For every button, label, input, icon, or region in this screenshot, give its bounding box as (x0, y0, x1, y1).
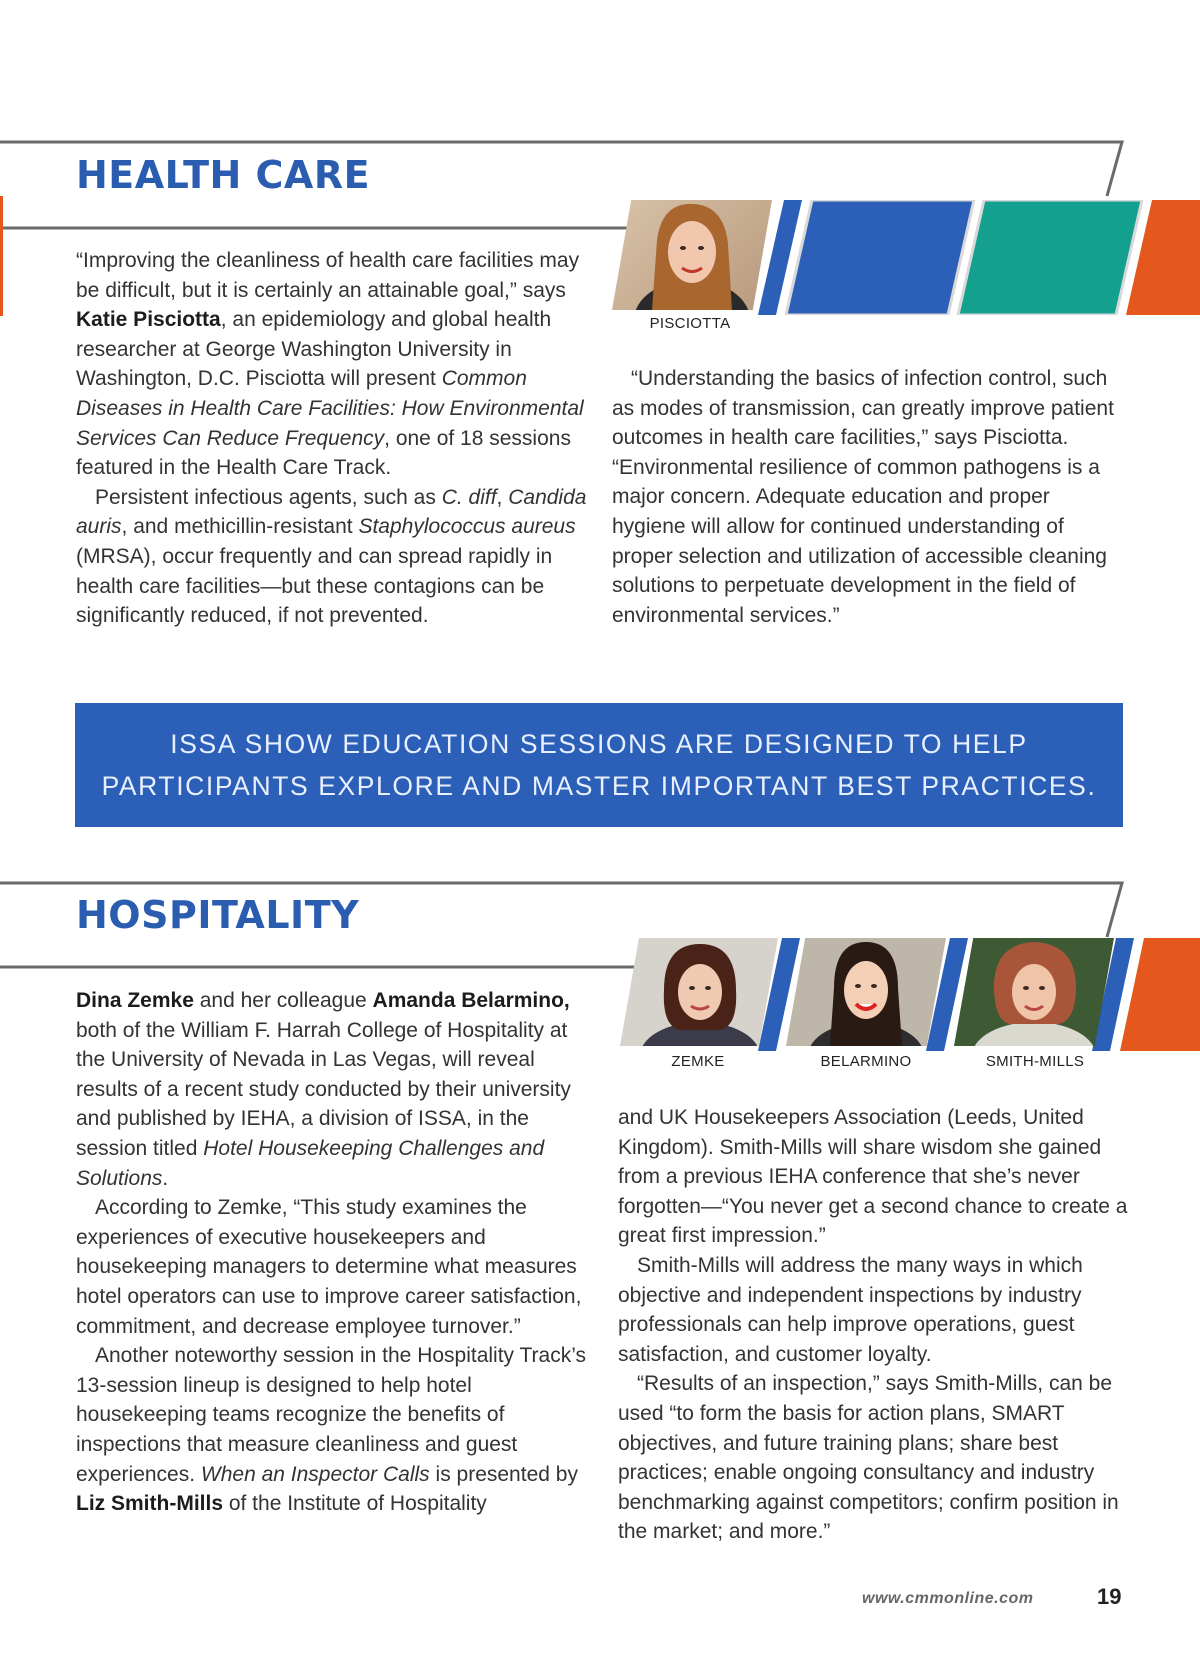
photo-smith-mills (954, 938, 1114, 1046)
text: “Improving the cleanliness of health care facilities may be difficult, but it is certainly an attainable goal,” says (76, 249, 580, 302)
session-title: When an Inspector Calls (200, 1462, 430, 1486)
footer-url: www.cmmonline.com (862, 1590, 1034, 1607)
person-name: Liz Smith-Mills (76, 1492, 223, 1516)
banner-line-2: PARTICIPANTS EXPLORE AND MASTER IMPORTANT BEST PRACTICES. (101, 771, 1097, 801)
section-title-health-care: HEALTH CARE (76, 153, 371, 197)
pathogen-name: Staphylococcus aureus (358, 515, 576, 539)
text: , one of 18 sessions featured in the Health Care Track. (76, 426, 571, 480)
photo-belarmino (786, 938, 946, 1046)
hospitality-right-paragraph-1: and UK Housekeepers Association (Leeds, United Kingdom). Smith-Mills will share wisdom she gained from a previous IEHA conference that she’s never forgotten—“You never get a second chance to create a great first impression.” (618, 1106, 1128, 1248)
health-care-paragraph-2 (76, 483, 588, 631)
text: of the Institute of Hospitality (223, 1492, 487, 1516)
text: , an epidemiology and global health researcher at George Washington University in Washington, D.C. Pisciotta will present (76, 308, 552, 391)
text: Persistent infectious agents, such as (95, 485, 442, 509)
hospitality-left-column (76, 986, 588, 1519)
hospitality-paragraph-1 (76, 986, 588, 1193)
caption-zemke: ZEMKE (671, 1053, 725, 1070)
caption-belarmino: BELARMINO (820, 1053, 912, 1070)
hospitality-right-paragraph-3: “Results of an inspection,” says Smith-Mills, can be used “to form the basis for action plans, SMART objectives, and future training plans; share best practices; enable ongoing consultancy and industry benchmarking against competitors; confirm position in the market; and more.” (618, 1372, 1119, 1544)
hospitality-paragraph-2: According to Zemke, “This study examines the experiences of executive housekeepers and housekeeping managers to determine what measures hotel operators can use to improve career satisfaction, commitment, and decrease employee turnover.” (76, 1196, 582, 1338)
text: is presented by (429, 1462, 578, 1486)
photo-pisciotta (612, 200, 772, 310)
caption-smith-mills: SMITH-MILLS (985, 1053, 1085, 1070)
health-care-photo-strip (612, 200, 1200, 315)
session-title: Common Diseases in Health Care Facilities: How Environmental Services Can Reduce Frequency (76, 367, 584, 450)
hospitality-right-paragraph-2: Smith-Mills will address the many ways in which objective and independent inspections by industry professionals can help improve operations, guest satisfaction, and customer loyalty. (618, 1253, 1083, 1366)
text: , (496, 485, 509, 509)
text: , and methicillin-resistant (121, 515, 359, 539)
photo-zemke (620, 938, 778, 1046)
text: and her colleague (193, 989, 373, 1012)
hospitality-photo-strip (620, 938, 1200, 1051)
pathogen-name: C. diff (441, 485, 497, 509)
section-title-hospitality: HOSPITALITY (76, 893, 360, 937)
health-care-right-column (612, 364, 1128, 630)
person-name: Amanda Belarmino, (372, 989, 570, 1012)
text: both of the William F. Harrah College of Hospitality at the University of Nevada in Las Vegas, will reveal results of a recent study conducted by their university and published by IEHA, a division of ISSA, in the session titled (76, 1018, 571, 1160)
pathogen-name: Candida auris (76, 485, 587, 539)
person-name: Katie Pisciotta (76, 308, 221, 332)
hospitality-paragraph-3 (76, 1341, 588, 1519)
person-name: Dina Zemke (76, 989, 194, 1012)
health-care-paragraph-1 (76, 246, 588, 483)
text: (MRSA), occur frequently and can spread rapidly in health care facilities—but these contagions can be significantly reduced, if not prevented. (76, 544, 553, 628)
caption-pisciotta: PISCIOTTA (649, 315, 731, 332)
banner-line-1: ISSA SHOW EDUCATION SESSIONS ARE DESIGNED TO HELP (170, 729, 1028, 759)
health-care-left-accent (0, 196, 3, 316)
health-care-quote: “Understanding the basics of infection control, such as modes of transmission, can greatly improve patient outcomes in health care facilities,” says Pisciotta. “Environmental resilience of common pathogens is a major concern. Adequate education and proper hygiene will allow for continued understanding of proper selection and utilization of accessible cleaning solutions to perpetuate development in the field of environmental services.” (612, 367, 1114, 627)
health-care-left-column (76, 246, 588, 631)
pull-quote-banner (75, 703, 1123, 827)
text: . (162, 1166, 169, 1190)
text: Another noteworthy session in the Hospitality Track’s 13-session lineup is designed to help hotel housekeeping teams recognize the benefits of inspections that measure cleanliness and guest experiences. (76, 1344, 587, 1486)
hospitality-right-column (618, 1103, 1130, 1547)
page-number: 19 (1097, 1584, 1122, 1609)
session-title: Hotel Housekeeping Challenges and Solutions (76, 1136, 545, 1190)
